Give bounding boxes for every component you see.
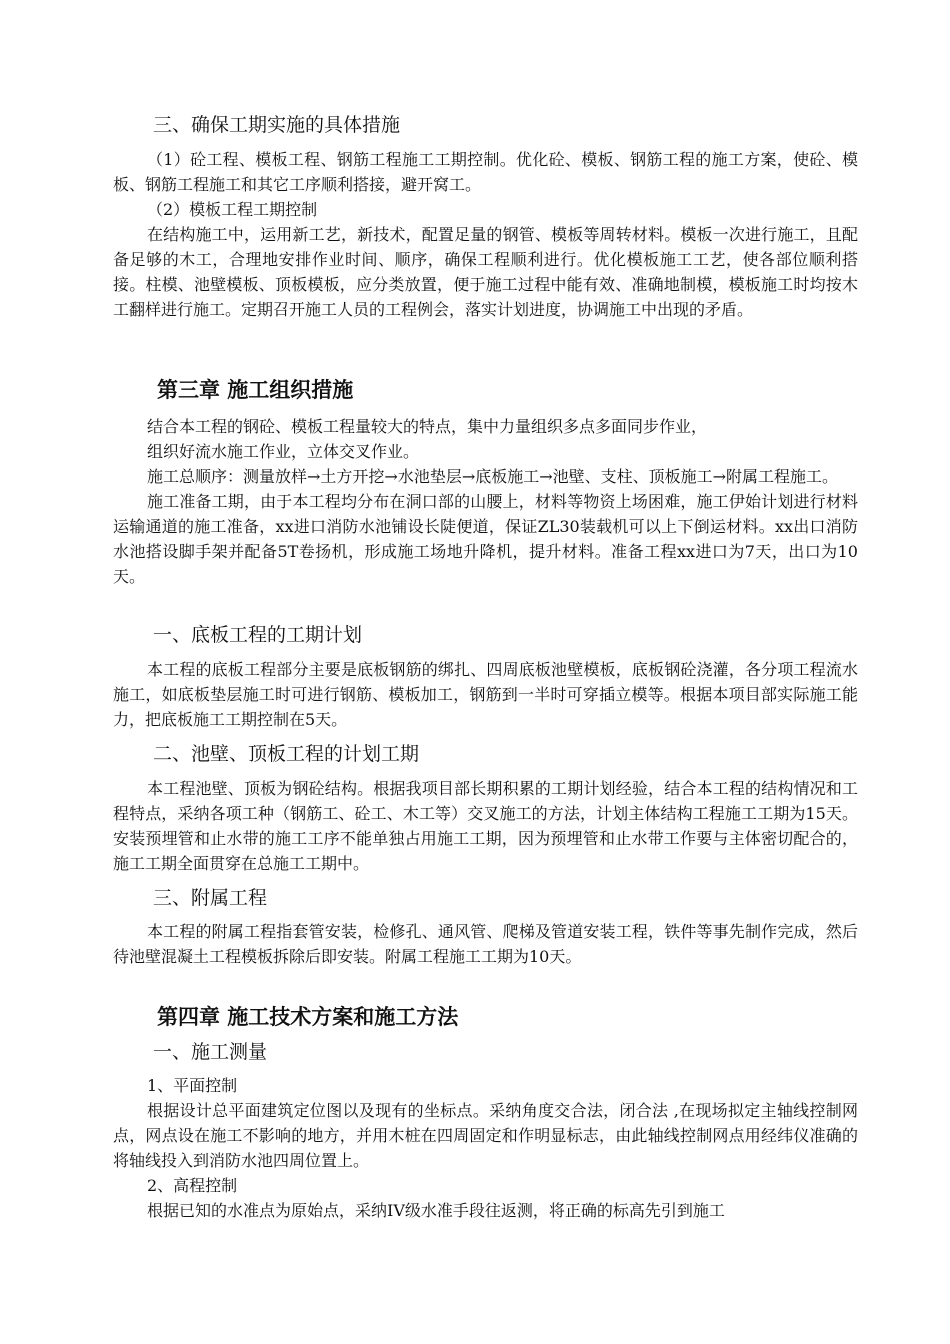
subsection-title: 2、高程控制: [147, 1176, 238, 1195]
section-heading: 三、确保工期实施的具体措施: [153, 114, 401, 136]
subsection-1-heading-block: [113, 622, 858, 648]
section-3-body: [113, 147, 858, 322]
measurement-heading-block: [113, 1039, 858, 1065]
measurement-body: [113, 1073, 858, 1223]
subsection-title: 1、平面控制: [147, 1076, 238, 1095]
paragraph: 本工程的底板工程部分主要是底板钢筋的绑扎、四周底板池壁模板，底板钢砼浇灌，各分项工程流水施工，如底板垫层施工时可进行钢筋、模板加工，钢筋到一半时可穿插立模等。根据本项目部实际施工能力，把底板施工工期控制在5天。: [113, 660, 858, 729]
chapter-3-heading-block: [113, 376, 858, 404]
chapter-heading: 第三章 施工组织措施: [157, 378, 354, 402]
paragraph: 组织好流水施工作业，立体交叉作业。: [147, 442, 420, 461]
subsection-2-body: [113, 776, 858, 876]
paragraph: 施工总顺序：测量放样→土方开挖→水池垫层→底板施工→池壁、支柱、顶板施工→附属工程施工。: [147, 467, 839, 486]
chapter-4-heading-block: [113, 1003, 858, 1031]
paragraph: 本工程的附属工程指套管安装，检修孔、通风管、爬梯及管道安装工程，铁件等事先制作完成，然后待池壁混凝土工程模板拆除后即安装。附属工程施工工期为10天。: [113, 922, 858, 966]
paragraph: 结合本工程的钢砼、模板工程量较大的特点，集中力量组织多点多面同步作业，: [147, 417, 708, 436]
paragraph: 施工准备工期，由于本工程均分布在洞口部的山腰上，材料等物资上场困难，施工伊始计划进行材料运输通道的施工准备，xx进口消防水池铺设长陡便道，保证ZL30装载机可以上下倒运材料。xx出口消防水池搭设脚手架并配备5T卷扬机，形成施工场地升降机，提升材料。准备工程xx进口为7天，出口为10天。: [113, 492, 858, 586]
section-heading: 一、施工测量: [153, 1041, 268, 1063]
section-3-heading-block: [113, 112, 858, 138]
section-heading: 一、底板工程的工期计划: [153, 624, 363, 646]
paragraph: 本工程池壁、顶板为钢砼结构。根据我项目部长期积累的工期计划经验，结合本工程的结构情况和工程特点，采纳各项工种（钢筋工、砼工、木工等）交叉施工的方法，计划主体结构工程施工工期为15天。安装预埋管和止水带的施工工序不能单独占用施工工期，因为预埋管和止水带工作要与主体密切配合的，施工工期全面贯穿在总施工工期中。: [113, 779, 858, 873]
paragraph: 根据已知的水准点为原始点，采纳IV级水准手段往返测，将正确的标高先引到施工: [147, 1201, 725, 1220]
paragraph: （1）砼工程、模板工程、钢筋工程施工工期控制。优化砼、模板、钢筋工程的施工方案，使砼、模板、钢筋工程施工和其它工序顺利搭接，避开窝工。: [113, 150, 858, 194]
paragraph: 在结构施工中，运用新工艺，新技术，配置足量的钢管、模板等周转材料。模板一次进行施工，且配备足够的木工，合理地安排作业时间、顺序，确保工程顺利进行。优化模板施工工艺，使各部位顺利搭接。柱模、池壁模板、顶板模板，应分类放置，便于施工过程中能有效、准确地制模，模板施工时均按木工翻样进行施工。定期召开施工人员的工程例会，落实计划进度，协调施工中出现的矛盾。: [113, 225, 858, 319]
section-heading: 三、附属工程: [153, 887, 268, 909]
subsection-3-body: [113, 919, 858, 969]
section-heading: 二、池壁、顶板工程的计划工期: [153, 743, 420, 765]
subsection-2-heading-block: [113, 741, 858, 767]
subsection-3-heading-block: [113, 885, 858, 911]
subsection-1-body: [113, 657, 858, 732]
chapter-heading: 第四章 施工技术方案和施工方法: [157, 1005, 459, 1029]
paragraph: （2）模板工程工期控制: [147, 200, 318, 219]
paragraph: 根据设计总平面建筑定位图以及现有的坐标点。采纳角度交合法，闭合法 ,在现场拟定主轴线控制网点，网点设在施工不影响的地方，并用木桩在四周固定和作明显标志，由此轴线控制网点用经纬仪准确的将轴线投入到消防水池四周位置上。: [113, 1101, 858, 1170]
chapter-3-body: [113, 414, 858, 589]
